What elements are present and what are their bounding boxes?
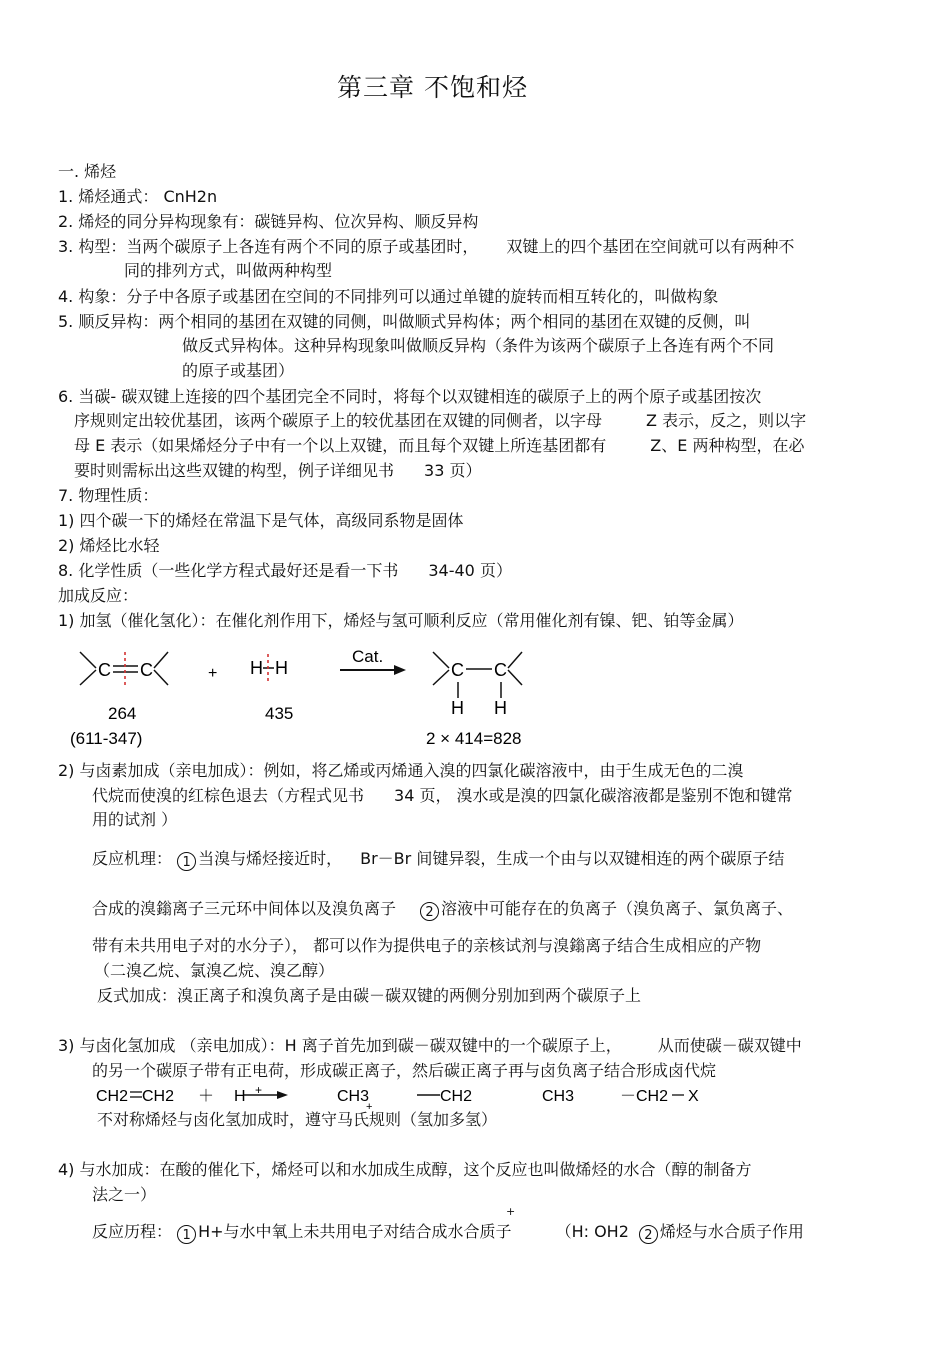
item-5-continued-1: 做反式异构体。这种异构现象叫做顺反异构（条件为该两个碳原子上各连有两个不同 — [182, 336, 775, 355]
mechanism-line-1 — [92, 849, 784, 871]
item-8-b: 34-40 页） — [428, 561, 512, 580]
bond-energy-cc: 264 — [108, 704, 137, 723]
halogen-line-2-a: 代烷而使溴的红棕色退去（方程式见书 — [92, 786, 365, 805]
carbon-atom: C — [140, 660, 153, 680]
catalyst-label: Cat. — [352, 647, 384, 666]
carbon-atom: C — [451, 660, 464, 680]
trans-addition-line: 反式加成：溴正离子和溴负离子是由碳－碳双键的两侧分别加到两个碳原子上 — [97, 986, 642, 1005]
hx-line-1 — [58, 1036, 802, 1056]
item-6-line-3-a: 母 E 表示（如果烯烃分子中有一个以上双键，而且每个双键上所连基团都有 — [74, 436, 607, 455]
item-3 — [58, 237, 794, 257]
item-6-line-2 — [74, 411, 806, 431]
ch2-group: CH2 — [96, 1088, 129, 1105]
item-3-part-a: 3. 构型：当两个碳原子上各连有两个不同的原子或基团时， — [58, 237, 479, 256]
bond-line — [154, 670, 168, 685]
item-7-sub-1: 1) 四个碳一下的烯烃在常温下是气体，高级同系物是固体 — [58, 511, 464, 530]
water-mechanism-line — [92, 1222, 804, 1244]
step-number-1: 1 — [177, 852, 196, 871]
ch2-group: －CH2 — [620, 1088, 669, 1105]
carbon-atom: C — [98, 660, 111, 680]
bond-line — [80, 670, 96, 685]
hydrogen-atom: H — [234, 1088, 246, 1105]
ch3-group: CH3 — [337, 1088, 370, 1105]
item-6-line-4 — [74, 461, 481, 481]
hydrogen-atom: H — [250, 658, 263, 678]
hydrogen-atom: H — [494, 698, 507, 718]
bond-energy-cc-detail: (611-347) — [70, 729, 143, 748]
positive-charge: + — [366, 1101, 373, 1113]
hydronium-charge: + — [506, 1205, 516, 1218]
bond-line — [433, 652, 449, 668]
step-number-2: 2 — [420, 902, 439, 921]
hx-line-1-b: 从而使碳－碳双键中 — [657, 1036, 802, 1055]
item-7-sub-2: 2) 烯烃比水轻 — [58, 536, 160, 555]
mechanism-step-1-c: 合成的溴鎓离子三元环中间体以及溴负离子 — [92, 899, 397, 918]
item-3-continued: 同的排列方式，叫做两种构型 — [124, 261, 333, 280]
halogen-line-3: 用的试剂 ） — [92, 810, 178, 829]
hydrogenation-equation — [60, 640, 580, 755]
mechanism-line-3: 带有未共用电子对的水分子）， 都可以作为提供电子的亲核试剂与溴鎓离子结合生成相应的产物 — [92, 936, 762, 955]
bond-line — [154, 652, 168, 668]
plus-sign: ＋ — [198, 1088, 215, 1105]
water-mechanism-label: 反应历程： — [92, 1222, 173, 1241]
item-6-line-3 — [74, 436, 804, 456]
step-number-2: 2 — [639, 1225, 658, 1244]
item-6-line-2-b: Z 表示，反之，则以字 — [646, 411, 807, 430]
hydrogenation-line: 1) 加氢（催化氢化）：在催化剂作用下，烯烃与氢可顺利反应（常用催化剂有镍、钯、铂等金属） — [58, 611, 744, 630]
halogen-line-2 — [92, 786, 793, 806]
bond-energy-ch: 2 × 414=828 — [426, 729, 522, 748]
ch3-group: CH3 — [542, 1088, 575, 1105]
ch2-group: CH2 — [440, 1088, 473, 1105]
bond-line — [508, 652, 522, 668]
addition-heading: 加成反应： — [58, 586, 139, 605]
item-3-part-b: 双键上的四个基团在空间就可以有两种不 — [506, 237, 795, 256]
item-8-a: 8. 化学性质（一些化学方程式最好还是看一下书 — [58, 561, 399, 580]
hydrogen-atom: H — [275, 658, 288, 678]
hydrogen-atom: H — [451, 698, 464, 718]
mechanism-step-1-a: 当溴与烯烃接近时， — [198, 849, 343, 868]
step-number-1: 1 — [177, 1225, 196, 1244]
carbon-atom: C — [494, 660, 507, 680]
bond-line — [508, 670, 522, 685]
item-6-line-3-b: Z、E 两种构型，在必 — [650, 436, 805, 455]
item-5: 5. 顺反异构：两个相同的基团在双键的同侧，叫做顺式异构体；两个相同的基团在双键的反侧，叫 — [58, 312, 751, 331]
mechanism-label: 反应机理： — [92, 849, 173, 868]
mechanism-line-2 — [92, 899, 793, 921]
item-1: 1. 烯烃通式： CnH2n — [58, 187, 218, 206]
mechanism-step-2-a: 溶液中可能存在的负离子（溴负离子、氯负离子、 — [441, 899, 794, 918]
item-6-line-2-a: 序规则定出较优基团，该两个碳原子上的较优基团在双键的同侧者，以字母 — [74, 411, 603, 430]
bond-line — [80, 652, 96, 668]
mechanism-step-1-b: Br－Br 间键异裂，生成一个由与以双键相连的两个碳原子结 — [360, 849, 785, 868]
item-7: 7. 物理性质： — [58, 486, 159, 505]
item-4: 4. 构象：分子中各原子或基团在空间的不同排列可以通过单键的旋转而相互转化的，叫做构象 — [58, 287, 719, 306]
chapter-title: 第三章 不饱和烃 — [337, 73, 528, 102]
water-line-2: 法之一） — [92, 1185, 157, 1204]
item-6-line-4-b: 33 页） — [424, 461, 482, 480]
water-step-1: H+与水中氧上未共用电子对结合成水合质子 — [198, 1222, 512, 1241]
item-5-continued-2: 的原子或基团） — [182, 361, 295, 380]
positive-charge: + — [255, 1083, 263, 1097]
reaction-arrow-head — [277, 1091, 288, 1099]
item-8 — [58, 561, 512, 581]
ch2-group: CH2 — [142, 1088, 175, 1105]
bond-energy-hh: 435 — [265, 704, 294, 723]
hydronium-formula: （H: OH2 — [555, 1222, 629, 1241]
item-6-line-4-a: 要时则需标出这些双键的构型，例子详细见书 — [74, 461, 395, 480]
plus-sign: + — [208, 665, 218, 682]
water-step-2: 烯烃与水合质子作用 — [659, 1222, 804, 1241]
water-line-1: 4) 与水加成：在酸的催化下，烯烃可以和水加成生成醇，这个反应也叫做烯烃的水合（醇的制备方 — [58, 1160, 752, 1179]
halogen-line-1: 2) 与卤素加成（亲电加成）：例如，将乙烯或丙烯通入溴的四氯化碳溶液中，由于生成无色的二溴 — [58, 761, 744, 780]
bond-line — [433, 670, 449, 685]
halogen-atom: X — [688, 1088, 699, 1105]
reaction-arrow-head — [394, 665, 406, 675]
section-heading: 一. 烯烃 — [58, 162, 117, 181]
mechanism-line-4: （二溴乙烷、氯溴乙烷、溴乙醇） — [94, 961, 335, 980]
item-2: 2. 烯烃的同分异构现象有：碳链异构、位次异构、顺反异构 — [58, 212, 479, 231]
hx-line-2: 的另一个碳原子带有正电荷，形成碳正离子，然后碳正离子再与卤负离子结合形成卤代烷 — [92, 1061, 717, 1080]
item-6: 6. 当碳- 碳双键上连接的四个基团完全不同时，将每个以双键相连的碳原子上的两个原子或基团按次 — [58, 387, 762, 406]
halogen-line-2-b: 34 页， 溴水或是溴的四氯化碳溶液都是鉴别不饱和键常 — [394, 786, 793, 805]
hx-line-1-a: 3) 与卤化氢加成 （亲电加成）：H 离子首先加到碳－碳双键中的一个碳原子上， — [58, 1036, 622, 1055]
markovnikov-line: 不对称烯烃与卤化氢加成时，遵守马氏规则（氢加多氢） — [97, 1110, 498, 1129]
